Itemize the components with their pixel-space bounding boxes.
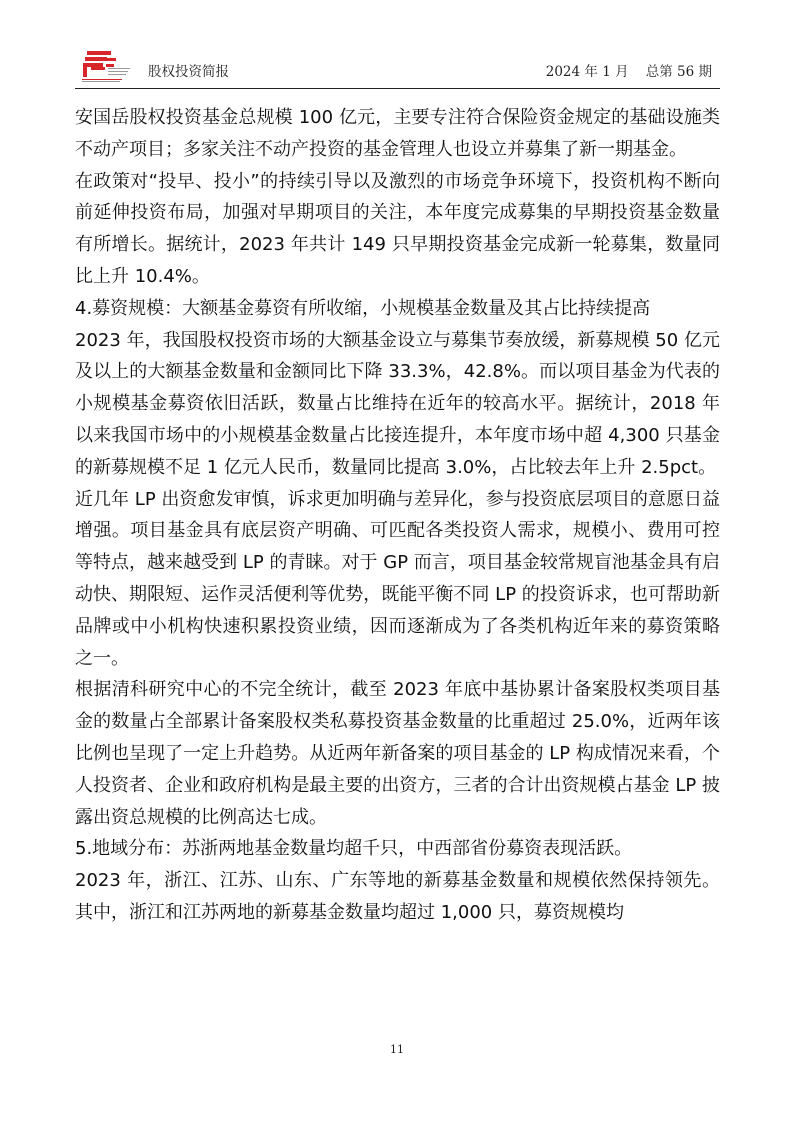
header-title: 股权投资简报 bbox=[148, 64, 229, 80]
paragraph: 安国岳股权投资基金总规模 100 亿元，主要专注符合保险资金规定的基础设施类不动产项目；多家关注不动产投资的基金管理人也设立并募集了新一期基金。 bbox=[75, 107, 720, 160]
page-body bbox=[75, 102, 720, 929]
paragraph: 2023 年，浙江、江苏、山东、广东等地的新募基金数量和规模依然保持领先。其中，浙江和江苏两地的新募基金数量均超过 1,000 只，募资规模均 bbox=[75, 870, 720, 923]
issue-info: 2024 年 1 月 总第 56 期 bbox=[545, 64, 712, 80]
section-heading: 5.地域分布：苏浙两地基金数量均超千只，中西部省份募资表现活跃。 bbox=[75, 838, 633, 860]
paragraph: 根据清科研究中心的不完全统计，截至 2023 年底中基协累计备案股权类项目基金的数量占全部累计备案股权类私募投资基金数量的比重超过 25.0%，近两年该比例也呈现了一定上升趋势。从近两年新备案的项目基金的 LP 构成情况来看，个人投资者、企业和政府机构是最主要的出资方，三者的合计出资规模占基金 LP 披露出资总规模的比例高达七成。 bbox=[75, 679, 720, 828]
amac-logo bbox=[80, 50, 138, 84]
paragraph: 近几年 LP 出资愈发审慎，诉求更加明确与差异化，参与投资底层项目的意愿日益增强。项目基金具有底层资产明确、可匹配各类投资人需求，规模小、费用可控等特点，越来越受到 LP 的青睐。对于 GP 而言，项目基金较常规盲池基金具有启动快、期限短、运作灵活便利等优势，既能平衡不同 LP 的投资诉求，也可帮助新品牌或中小机构快速积累投资业绩，因而逐渐成为了各类机构近年来的募资策略之一。 bbox=[75, 488, 720, 669]
paragraph: 2023 年，我国股权投资市场的大额基金设立与募集节奏放缓，新募规模 50 亿元及以上的大额基金数量和金额同比下降 33.3%，42.8%。而以项目基金为代表的小规模基金募资依旧活跃，数量占比维持在近年的较高水平。据统计，2018 年以来我国市场中的小规模基金数量占比接连提升，本年度市场中超 4,300 只基金的新募规模不足 1 亿元人民币，数量同比提高 3.0%，占比较去年上升 2.5pct。 bbox=[75, 329, 720, 478]
paragraph: 在政策对“投早、投小”的持续引导以及激烈的市场竞争环境下，投资机构不断向前延伸投资布局，加强对早期项目的关注，本年度完成募集的早期投资基金数量有所增长。据统计，2023 年共计 149 只早期投资基金完成新一轮募集，数量同比上升 10.4%。 bbox=[75, 170, 720, 287]
section-heading: 4.募资规模：大额基金募资有所收缩，小规模基金数量及其占比持续提高 bbox=[75, 297, 651, 319]
page-number: 11 bbox=[390, 1043, 404, 1056]
page-header bbox=[75, 48, 720, 89]
